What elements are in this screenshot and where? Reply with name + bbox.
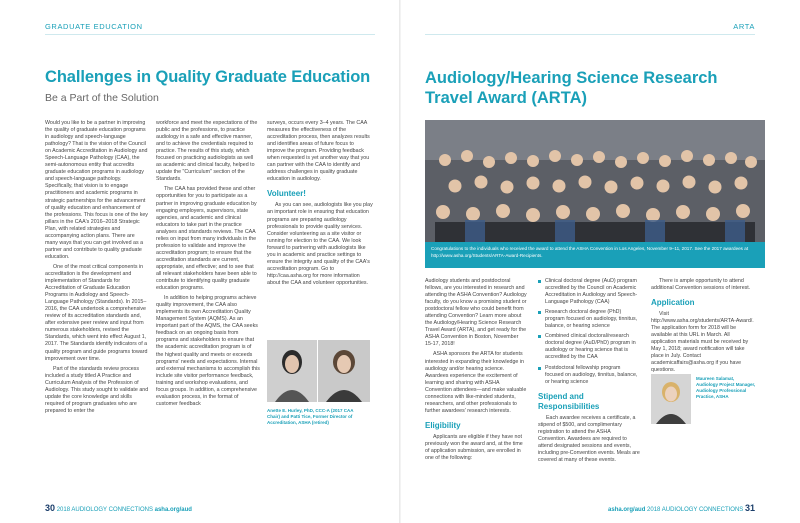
paragraph: Each awardee receives a certificate, a stipend of $500, and complimentary registration to attend the ASHA Convention. Awardees are required to attend designated sessions and events, including pre-Convention events. Meals are covered at many of these events. [538,414,640,463]
article-title: Audiology/Hearing Science Research Travel Award (ARTA) [425,69,718,107]
column-2 [538,278,640,467]
footer-url[interactable]: asha.org/aud [608,507,646,513]
footer-url[interactable]: asha.org/aud [154,507,192,513]
group-photo-caption: Congratulations to the individuals who received the award to attend the ASHA Convention in Los Angeles, November 9–11, 2017. See the 2017 awardees at http://www.asha.org/Students/ARTA-Award-Recipients. [425,242,765,268]
photo-caption: Anette E. Hurley, PhD, CCC-A (2017 CAA Chair) and Patti Tice, Former Director of Accreditation, ASHA (retired) [267,408,354,425]
list-item: Research doctoral degree (PhD) program focused on audiology, tinnitus, balance, or hearing science [538,309,640,330]
list-item: Postdoctoral fellowship program focused on audiology, tinnitus, balance, or hearing science [538,365,640,386]
paragraph: Would you like to be a partner in improving the quality of graduate education programs in audiology and speech-language pathology? That is the vision of the Council on Academic Accreditation in Audiology and Speech-Language Pathology (CAA), the semi-autonomous entity that accredits graduate education programs in audiology and speech-language pathology. Specifically, that vision is to engage practitioners and academic programs in strategic partnerships for the advancement of quality education and enhancement of the professions. This focus is one of the key pillars in the CAA's 2016–2018 Strategic Plan, with related strategies and accompanying action plans. There are many ways that you can get involved as a partner and contribute to quality graduate education. [45,120,148,260]
application-heading: Application [651,298,695,308]
article-title: Challenges in Quality Graduate Education [45,68,371,86]
header-rule [45,34,375,35]
paragraph: The CAA has provided these and other opportunities for you to participate as a partner in improving graduate education by engaging employers, supervisors, state agencies, and academic and clinical educators to take part in the practice analyses and standards reviews. The CAA relies on input from many individuals in the profession to validate and improve the accreditation program; to ensure that the accreditation standards are current, appropriate, and effective; and to see that all relevant stakeholders have been able to contribute to identifying quality graduate education programs. [156,186,257,292]
running-head: ARTA [733,22,755,31]
person-photo-icon [267,340,317,402]
stipend-heading: Stipend and Responsibilities [538,391,600,411]
page-number: 31 [744,503,755,513]
paragraph: surveys, occurs every 3–4 years. The CAA measures the effectiveness of the accreditation process, then analyzes results and identifies areas of future focus to improve the program. Providing feedback when requested is yet another way that you can partner with the CAA to identify and address challenges in quality graduate education in audiology. [267,120,370,183]
group-photo-icon [425,120,765,242]
column-1 [45,120,149,418]
footer-publication: 2018 AUDIOLOGY CONNECTIONS [56,507,153,513]
list-item: Combined clinical doctoral/research doctoral degree (AuD/PhD) program in audiology or hearing science that is accredited by the CAA [538,333,640,361]
headshot-photo [267,340,317,402]
photo-caption: Maureen Salamat, Audiology Project Manager, Audiology Professional Practice, ASHA [696,376,756,399]
paragraph: As you can see, audiologists like you play an important role in ensuring that education programs are preparing audiology professionals to provide quality services. Consider volunteering as a site visitor or running for election to the CAA. We look forward to partnering with audiologists like you in academic and practice settings to ensure the integrity and quality of the CAA's accreditation program. Go to http://caa.asha.org for more information about the CAA and volunteer opportunities. [267,202,373,286]
page-number: 30 [45,503,56,513]
eligibility-list [538,278,640,386]
paragraph: Applicants are eligible if they have not previously won the award and, at the time of application submission, are enrolled in one of the following: [425,433,523,462]
volunteer-heading: Volunteer! [267,189,306,199]
column-3 [651,278,755,378]
list-item: Clinical doctoral degree (AuD) program accredited by the Council on Academic Accreditation in Audiology and Speech-Language Pathology (CAA) [538,278,640,306]
person-photo-icon [651,374,691,424]
running-head: GRADUATE EDUCATION [45,22,143,31]
page-footer [45,503,192,513]
column-2 [156,120,260,411]
headshot-photo [651,374,691,424]
headshot-photo [318,340,370,402]
paragraph: In addition to helping programs achieve quality improvement, the CAA also implements its own Accreditation Quality Management System (AQMS). As an important part of the AQMS, the CAA seeks feedback on an ongoing basis from programs and stakeholders to ensure that the academic accreditation program is of the highest quality and meets or exceeds programs' needs and expectations. Internal and external mechanisms to accomplish this include site visitor performance feedback, training and workshop evaluations, and focus groups. In addition, a comprehensive evaluation process, in the format of customer feedback [156,295,260,407]
article-subtitle: Be a Part of the Solution [45,92,159,104]
paragraph: Part of the standards review process included a study titled A Practice and Curriculum Analysis of the Profession of Audiology. This study sought to validate and update the core knowledge and skills required of program graduates who are prepared to enter the [45,365,149,414]
eligibility-heading: Eligibility [425,420,461,430]
paragraph: workforce and meet the expectations of the public and the professions, to practice audiology in a safe and effective manner, and to achieve the credentials required to practice. The results of this study, which focused on practicing audiologists as well as academic and clinical faculty, helped to update the "Curriculum" section of the Standards. [156,120,258,183]
column-3 [267,120,373,290]
group-photo [425,120,765,242]
paragraph: Audiology students and postdoctoral fellows, are you interested in research and attending the ASHA Convention? Audiology faculty, do you know a promising student or postdoctoral fellow who could benefit from attending Convention? Learn more about the Audiology/Hearing Science Research Travel Award (ARTA), and get ready for the ASHA Convention in Boston, November 15-17, 2018! [425,278,527,348]
footer-publication: 2018 AUDIOLOGY CONNECTIONS [647,507,744,513]
page-footer [608,503,755,513]
paragraph: Visit http://www.asha.org/students/ARTA-Award/. The application form for 2018 will be available at this URL in March. All application materials must be received by May 1, 2018; award notification will take place in July. Contact academicaffairs@asha.org if you have questions. [651,311,754,374]
paragraph: One of the most critical components in accreditation is the development and implementation of Standards for Accreditation of Graduate Education Programs in Audiology and Speech-Language Pathology (Standards). In 2015–2016, the CAA undertook a comprehensive review of its accreditation standards and, after extensive peer review and input from numerous stakeholders, revised the Standards, which went into effect August 1, 2017. The Standards identify indicators of a quality program and guide programs toward improvement over time. [45,263,148,362]
right-page [400,0,800,523]
paragraph: ASHA sponsors the ARTA for students interested in expanding their knowledge in audiology and/or hearing science. Awardees experience the excitement of learning and sharing with ASHA Convention attendees—and make valuable connections with like-minded students, researchers, and other professionals to further awardees' research interests. [425,351,527,414]
paragraph: There is ample opportunity to attend additional Convention sessions of interest. [651,278,751,292]
column-1 [425,278,527,465]
person-photo-icon [318,340,370,402]
header-rule [425,34,755,35]
